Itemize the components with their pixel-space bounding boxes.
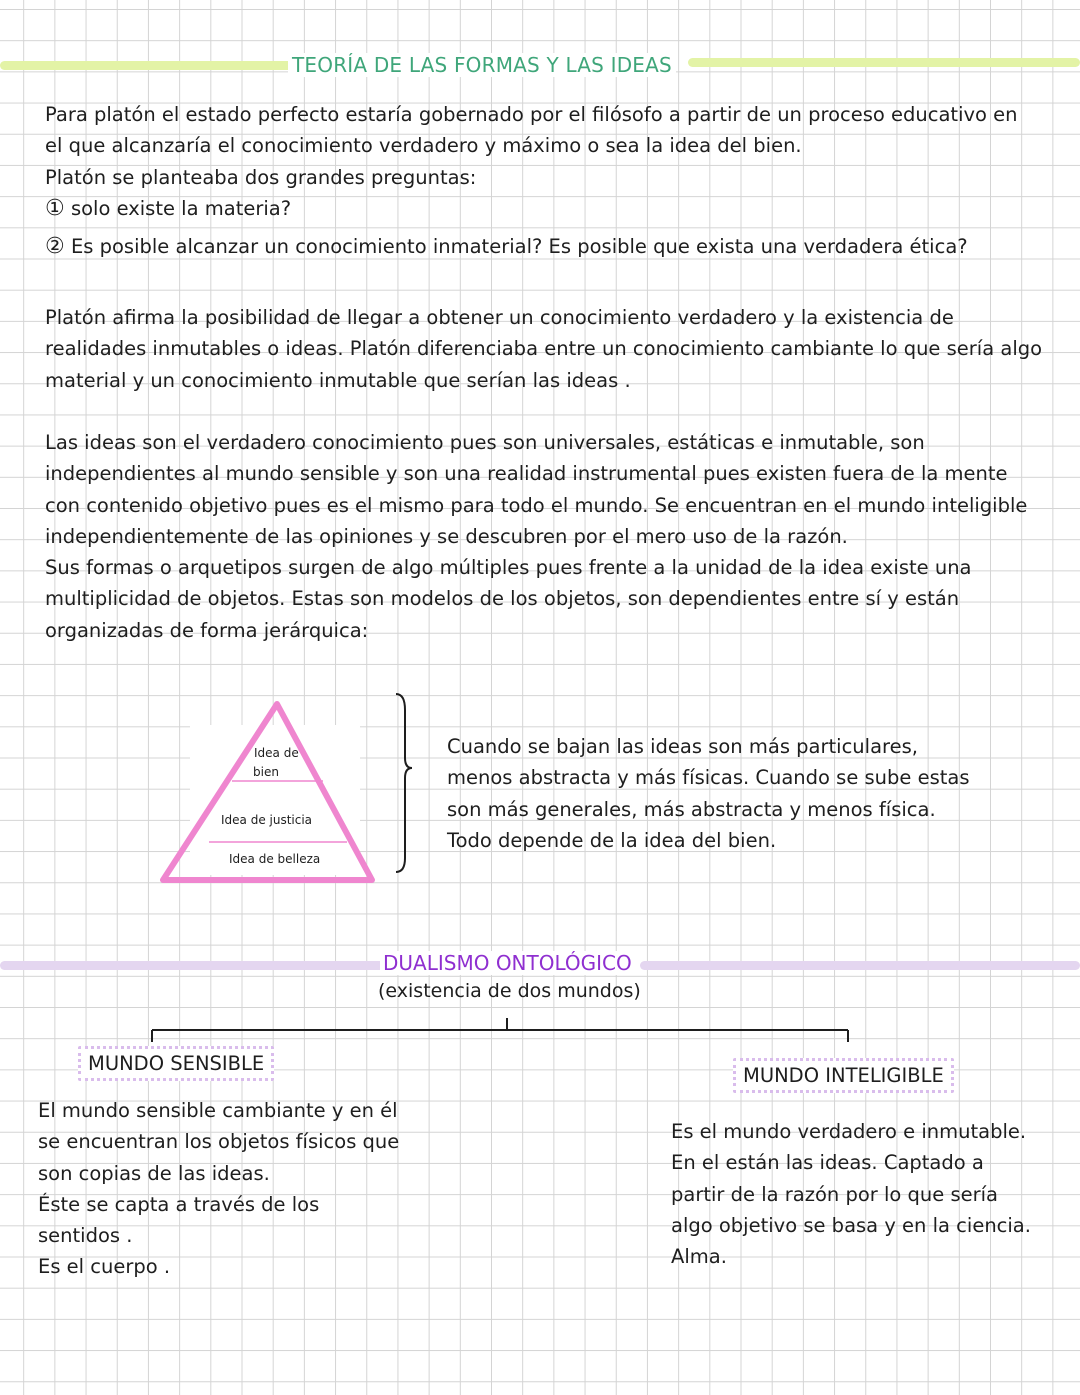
- note-line: son más generales, más abstracta y menos física.: [447, 797, 936, 821]
- mundo-inteligible-label: MUNDO INTELIGIBLE: [733, 1058, 954, 1093]
- intro-line: Para platón el estado perfecto estaría gobernado por el filósofo a partir de un proceso educativo en: [45, 103, 1018, 126]
- paragraph-line: organizadas de forma jerárquica:: [45, 618, 369, 642]
- paragraph-line: independientes al mundo sensible y son una realidad instrumental pues existen fuera de la mente: [45, 462, 1008, 486]
- pyramid-level-top-2: bien: [253, 765, 279, 779]
- paragraph-line: realidades inmutables o ideas. Platón diferenciaba entre un conocimiento cambiante lo que sería algo: [45, 337, 1043, 361]
- paragraph-line: Platón afirma la posibilidad de llegar a obtener un conocimiento verdadero y la existencia de: [45, 306, 954, 329]
- sensible-line: El mundo sensible cambiante y en él: [38, 1099, 398, 1122]
- intro-line: Platón se planteaba dos grandes preguntas:: [45, 165, 477, 189]
- note-line: Cuando se bajan las ideas son más particulares,: [447, 735, 918, 758]
- dualism-subtitle: (existencia de dos mundos): [378, 980, 641, 1002]
- inteligible-line: Alma.: [671, 1245, 727, 1269]
- sensible-line: Es el cuerpo .: [38, 1255, 171, 1279]
- question-2-marker: ②: [45, 234, 65, 260]
- curly-brace: [396, 694, 412, 872]
- paragraph-line: independientemente de las opiniones y se descubren por el mero uso de la razón.: [45, 524, 848, 548]
- section-title-dualismo: DUALISMO ONTOLÓGICO: [380, 951, 635, 975]
- paragraph-line: multiplicidad de objetos. Estas son modelos de los objetos, son dependientes entre sí y están: [45, 587, 960, 611]
- inteligible-line: algo objetivo se basa y en la ciencia.: [671, 1213, 1031, 1237]
- sensible-line: sentidos .: [38, 1224, 133, 1248]
- note-line: Todo depende de la idea del bien.: [447, 828, 777, 852]
- mundo-inteligible-text: [671, 1116, 1031, 1272]
- question-1-text: solo existe la materia?: [70, 196, 292, 220]
- mundo-sensible-label: MUNDO SENSIBLE: [78, 1046, 274, 1081]
- intro-line: el que alcanzaría el conocimiento verdadero y máximo o sea la idea del bien.: [45, 134, 802, 158]
- mundo-sensible-text: [38, 1095, 399, 1283]
- inteligible-line: Es el mundo verdadero e inmutable.: [671, 1120, 1027, 1143]
- sensible-line: se encuentran los objetos físicos que: [38, 1130, 400, 1154]
- inteligible-line: partir de la razón por lo que sería: [671, 1182, 998, 1206]
- pyramid-level-bottom: Idea de belleza: [229, 852, 321, 866]
- question-1-marker: ①: [45, 195, 65, 221]
- paragraph-line: Sus formas o arquetipos surgen de algo múltiples pues frente a la unidad de la idea existe una: [45, 556, 972, 580]
- sensible-line: son copias de las ideas.: [38, 1161, 270, 1185]
- paragraph-line: material y un conocimiento inmutable que serían las ideas .: [45, 368, 631, 392]
- pyramid-note: [447, 731, 970, 856]
- note-line: menos abstracta y más físicas. Cuando se sube estas: [447, 766, 970, 790]
- sensible-line: Éste se capta a través de los: [38, 1192, 320, 1216]
- paragraph-line: con contenido objetivo pues es el mismo para todo el mundo. Se encuentran en el mundo inteligible: [45, 493, 1028, 517]
- inteligible-line: En el están las ideas. Captado a: [671, 1151, 984, 1175]
- paragraph-line: Las ideas son el verdadero conocimiento pues son universales, estáticas e inmutable, son: [45, 431, 925, 454]
- section-title-formas: TEORÍA DE LAS FORMAS Y LAS IDEAS: [288, 53, 676, 77]
- dualism-highlight-left: [0, 961, 390, 970]
- dualism-highlight-right: [640, 961, 1080, 970]
- question-2-text: Es posible alcanzar un conocimiento inmaterial? Es posible que exista una verdadera ética?: [70, 235, 968, 259]
- pyramid-level-middle: Idea de justicia: [221, 813, 313, 827]
- pyramid-level-top-1: Idea de: [254, 746, 299, 760]
